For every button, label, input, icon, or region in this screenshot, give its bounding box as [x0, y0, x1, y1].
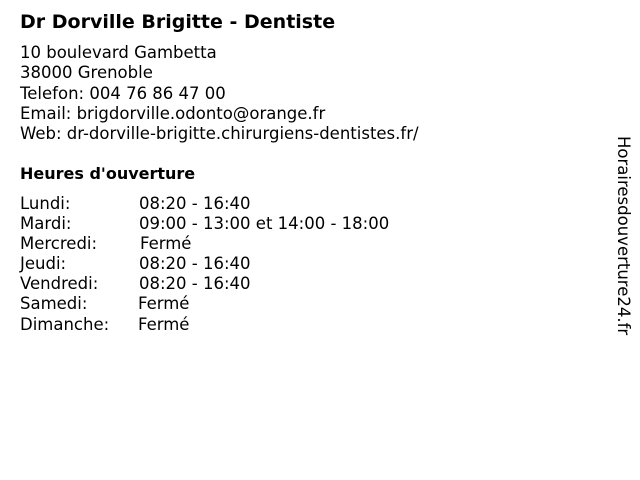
hours-day-label: Vendredi: — [20, 274, 99, 294]
hours-day-label: Lundi: — [20, 194, 71, 213]
site-brand-vertical — [613, 136, 633, 370]
hours-day-label: Samedi: — [20, 294, 88, 314]
hours-day-label: Mercredi: — [20, 234, 98, 254]
phone-number: Telefon: 004 76 86 47 00 — [20, 83, 226, 103]
email-address: Email: brigdorville.odonto@orange.fr — [20, 103, 326, 123]
hours-time-value: 08:20 - 16:40 — [139, 274, 251, 294]
hours-time-value: Fermé — [138, 314, 190, 334]
website-address: Web: dr-dorville-brigitte.chirurgiens-dentistes.fr/ — [20, 124, 419, 144]
street-address: 10 boulevard Gambetta — [20, 43, 217, 62]
page-title: Dr Dorville Brigitte - Dentiste — [20, 11, 336, 33]
hours-time-value: Fermé — [138, 294, 190, 314]
site-brand-text: Horairesdouverture24.fr — [614, 136, 633, 336]
hours-time-value: 08:20 - 16:40 — [139, 194, 251, 213]
hours-day-label: Dimanche: — [20, 314, 110, 334]
opening-hours-title: Heures d'ouverture — [20, 164, 196, 183]
hours-time-value: Fermé — [140, 234, 192, 254]
hours-time-value: 08:20 - 16:40 — [139, 254, 251, 274]
hours-day-label: Jeudi: — [20, 254, 67, 274]
hours-day-label: Mardi: — [20, 214, 72, 234]
city-address: 38000 Grenoble — [20, 63, 153, 83]
hours-time-value: 09:00 - 13:00 et 14:00 - 18:00 — [139, 214, 390, 234]
address-block — [20, 43, 419, 144]
